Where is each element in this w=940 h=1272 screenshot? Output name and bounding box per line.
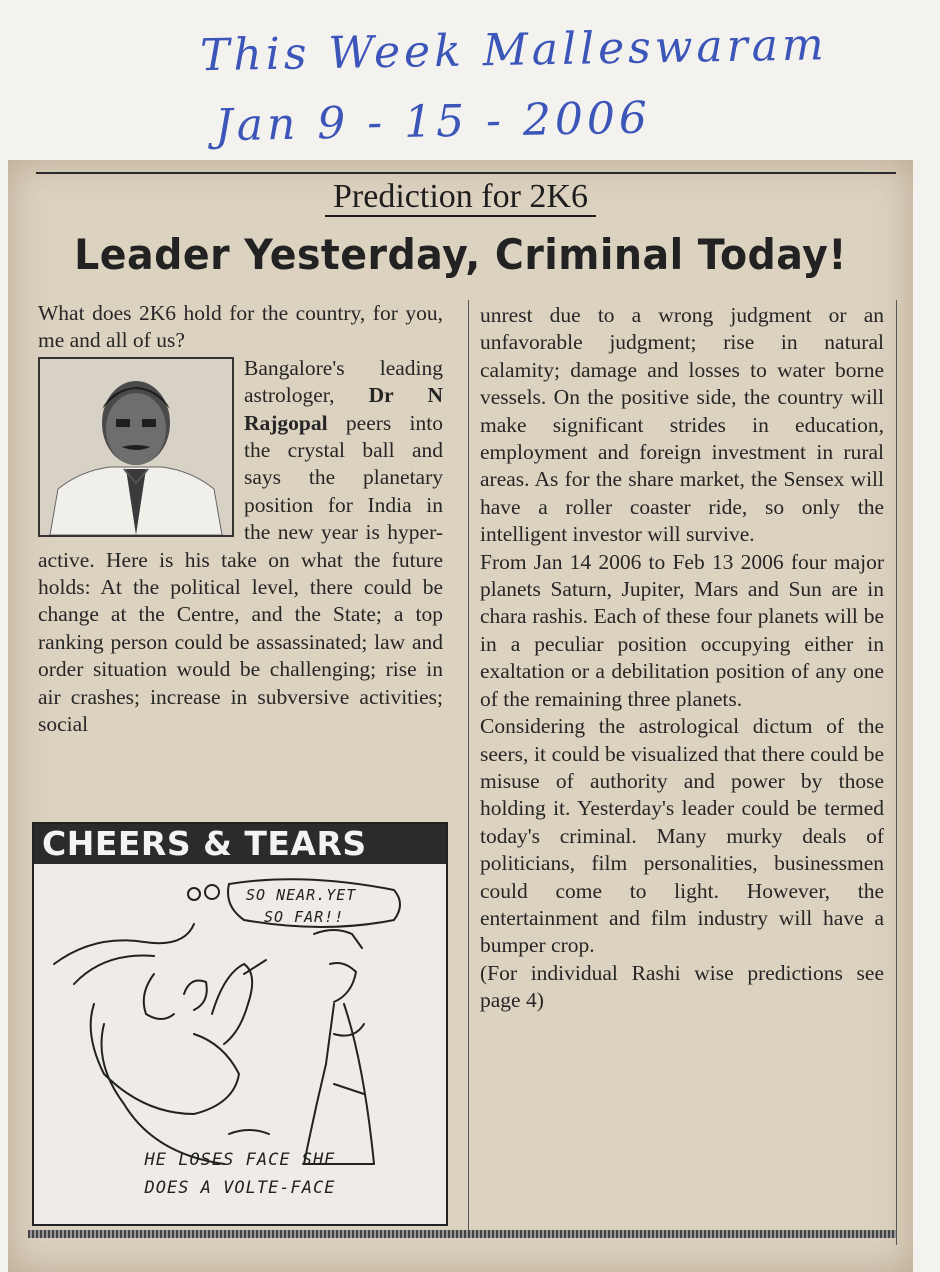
- cartoon-caption-line-2: DOES A VOLTE-FACE: [144, 1178, 336, 1198]
- handwritten-note-title: This Week Malleswaram: [199, 19, 829, 82]
- cartoon-drawing: [34, 864, 446, 1224]
- kicker-text: Prediction for 2K6: [325, 178, 596, 217]
- handwritten-note-date: Jan 9 - 15 - 2006: [214, 92, 652, 152]
- para1-lead: Bangalore's leading astrologer,: [244, 355, 443, 408]
- cartoon-caption-line-1: HE LOSES FACE SHE: [144, 1150, 336, 1170]
- speech-bubble-line-2: SO FAR!!: [264, 908, 345, 926]
- author-photo: [38, 357, 234, 537]
- bottom-rule: [28, 1230, 896, 1238]
- top-rule: [36, 172, 896, 174]
- article-kicker: [8, 178, 913, 216]
- author-name: Dr N Rajgopal: [244, 383, 443, 435]
- article-footnote: (For individual Rashi wise predictions see page 4): [480, 960, 884, 1013]
- cartoon-title: CHEERS & TEARS: [34, 824, 446, 864]
- cartoon-box: [32, 822, 448, 1226]
- para1-rest: peers into the crystal ball and says the planetary position for India in the new year is hyper-active. Here is his take on what the future holds: At the political level, there could be change at the Centre, and the State; a top ranking person could be assassinated; law and order situation would be challenging; rise in air crashes; increase in subversive activities; social: [38, 410, 443, 737]
- column-divider: [468, 300, 469, 1230]
- article-column-left: [38, 300, 443, 739]
- article-column-right: [480, 302, 884, 1015]
- right-border: [896, 300, 897, 1245]
- article-paragraph-2: unrest due to a wrong judgment or an unfavorable judgment; rise in natural calamity; damage and losses to water borne vessels. On the positive side, the country will make significant strides in education, employment and foreign investment in rural areas. As for the share market, the Sensex will have a roller coaster ride, so only the intelligent investor will survive.: [480, 303, 884, 547]
- speech-bubble-line-1: SO NEAR.YET: [246, 886, 357, 904]
- article-headline: Leader Yesterday, Criminal Today!: [74, 230, 847, 279]
- newspaper-clipping: [8, 160, 913, 1272]
- article-intro: What does 2K6 hold for the country, for you, me and all of us?: [38, 301, 443, 353]
- article-paragraph-4: Considering the astrological dictum of the seers, it could be visualized that there could be misuse of authority and power by those holding it. Yesterday's leader could be termed today's criminal. Many murky deals of politicians, film personalities, businessmen could come to light. However, the entertainment and film industry will have a bumper crop.: [480, 714, 884, 958]
- article-paragraph-3: From Jan 14 2006 to Feb 13 2006 four major planets Saturn, Jupiter, Mars and Sun are in chara rashis. Each of these four planets will be in a peculiar position occupying either in exaltation or a debilitation position of any one of the remaining three planets.: [480, 549, 884, 711]
- author-portrait-image: [40, 359, 232, 535]
